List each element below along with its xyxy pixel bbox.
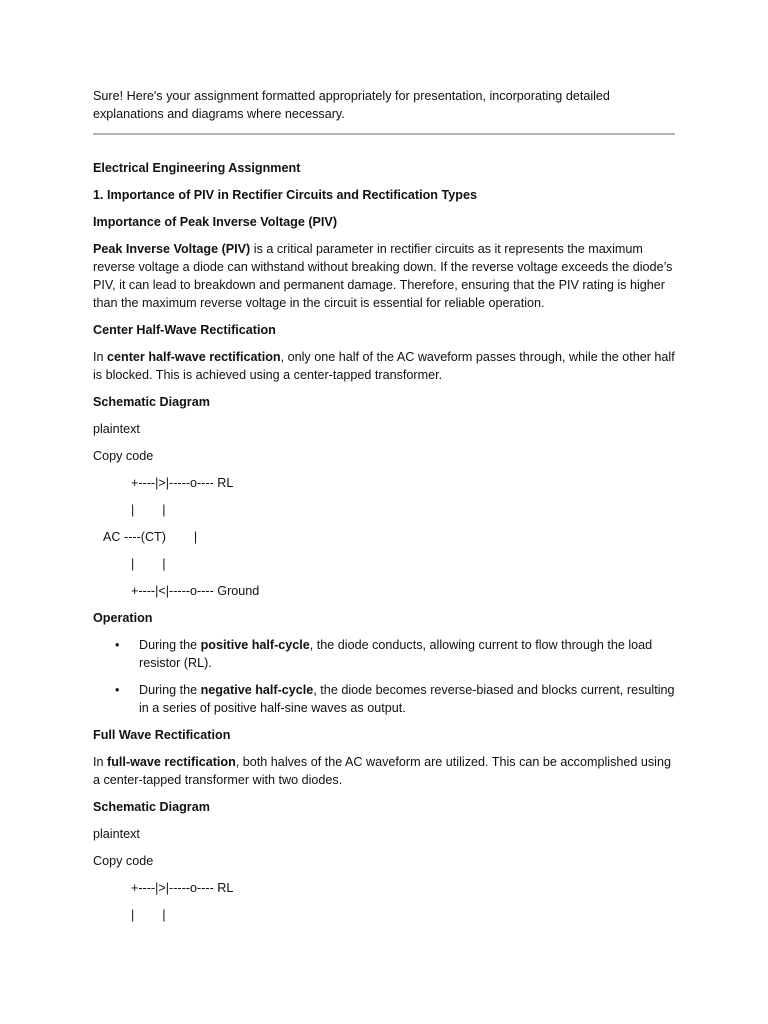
bullet-term: negative half-cycle [200,683,314,697]
piv-text: is a critical parameter in rectifier circuits as it represents the maximum reverse voltage a diode can withstand without breaking down. If the reverse voltage exceeds the diode’s PIV, it can lead to breakdown and permanent damage. Therefore, ensuring that the PIV rating is higher than the maximum reverse voltage in the circuit is essential for reliable operation. [93,242,673,310]
bullet-pre: During the [139,683,201,697]
document-page [93,87,675,933]
full-wave-text: , both halves of the AC waveform are utilized. This can be accomplished using a center-tapped transformer with two diodes. [93,755,671,787]
half-wave-schematic-line-4: | | [131,557,166,571]
half-wave-code-lang: plaintext [93,422,140,436]
half-wave-term: center half-wave rectification [107,350,281,364]
piv-heading: Importance of Peak Inverse Voltage (PIV) [93,215,338,229]
half-wave-paragraph [93,348,675,384]
half-wave-schematic-line-5: +----|<|-----o---- Ground [131,584,260,598]
full-wave-heading: Full Wave Rectification [93,728,231,742]
full-wave-code-lang: plaintext [93,827,140,841]
full-wave-schematic-line-2: | | [131,908,166,922]
piv-paragraph [93,240,675,312]
full-wave-term: full-wave rectification [107,755,236,769]
full-wave-paragraph [93,753,675,789]
operation-list [93,636,675,717]
full-wave-schematic-heading: Schematic Diagram [93,800,210,814]
half-wave-text: , only one half of the AC waveform passes through, while the other half is blocked. This is achieved using a center-tapped transformer. [93,350,675,382]
bullet-term: positive half-cycle [200,638,310,652]
bullet-pre: During the [139,638,201,652]
bullet-icon: • [115,683,120,697]
operation-heading: Operation [93,611,153,625]
list-item [115,681,675,717]
intro-paragraph: Sure! Here's your assignment formatted appropriately for presentation, incorporating detailed explanations and diagrams where necessary. [93,89,610,121]
full-wave-copy-code: Copy code [93,854,154,868]
half-wave-schematic-line-3: AC ----(CT) | [103,530,198,544]
section-1-title: 1. Importance of PIV in Rectifier Circuits and Rectification Types [93,188,477,202]
horizontal-rule [93,133,675,135]
half-wave-schematic-line-1: +----|>|-----o---- RL [131,476,234,490]
piv-term: Peak Inverse Voltage (PIV) [93,242,251,256]
bullet-text: , the diode becomes reverse-biased and blocks current, resulting in a series of positive half-sine waves as output. [139,683,675,715]
document-title: Electrical Engineering Assignment [93,161,301,175]
half-wave-pre: In [93,350,108,364]
bullet-text: , the diode conducts, allowing current to flow through the load resistor (RL). [139,638,653,670]
half-wave-copy-code: Copy code [93,449,154,463]
full-wave-schematic-line-1: +----|>|-----o---- RL [131,881,234,895]
half-wave-schematic-line-2: | | [131,503,166,517]
full-wave-pre: In [93,755,108,769]
bullet-icon: • [115,638,120,652]
list-item [115,636,675,672]
half-wave-schematic-heading: Schematic Diagram [93,395,210,409]
half-wave-heading: Center Half-Wave Rectification [93,323,276,337]
